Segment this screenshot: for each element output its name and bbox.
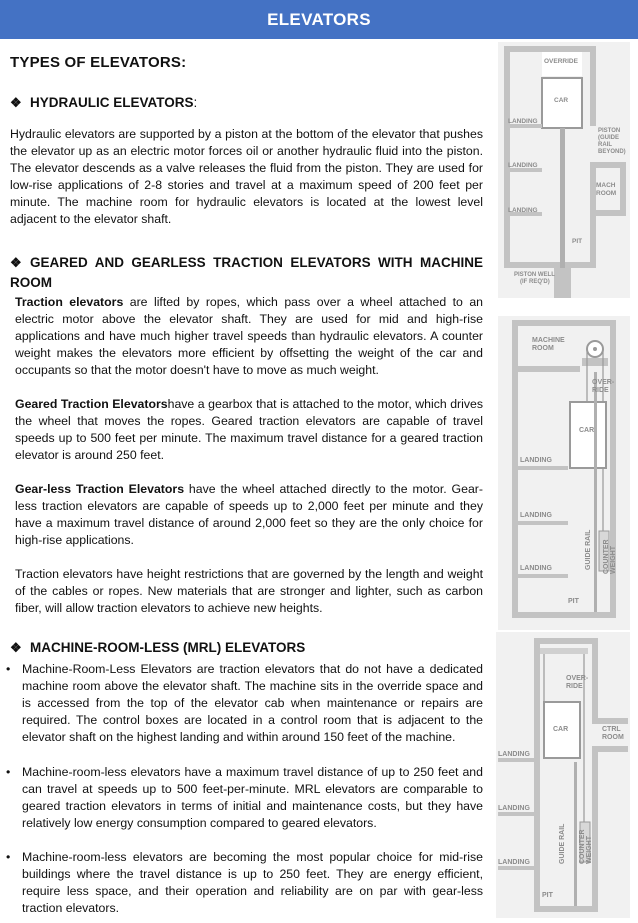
list-item-mrl-3: • Machine-room-less elevators are becoming the most popular choice for mid-rise buildings where the travel distance is up to 250 feet. They are energy efficient, require less space, and their operation and reliability are on par with gear-less traction elevators. [6, 850, 483, 915]
label-counter-weight: WEIGHT [586, 836, 593, 864]
label-override: OVER- [566, 675, 589, 682]
paragraph-traction-intro: Traction elevators are lifted by ropes, which pass over a wheel attached to an electric motor above the elevator shaft. They are used for mid and high-rise applications and have much higher travel speeds than hydraulic elevators. A counter weight makes the elevators more efficient by offsetting the weight of the car and occupants so that the motor doesn't have to move as much weight. [15, 295, 484, 377]
label-landing: LANDING [520, 457, 552, 464]
traction-elevator-diagram [498, 316, 630, 630]
label-override: OVER- [592, 379, 615, 386]
label-mach-room: ROOM [596, 190, 617, 197]
list-item-mrl-1: • Machine-Room-Less Elevators are traction elevators that do not have a dedicated machine room above the elevator shaft. The machine sits in the override space and is accessed from the top of the elevator cab when maintenance or repairs are required. The control boxes are located in a control room that is adjacent to the elevator shaft on the highest landing and within around 150 feet of the machine. [6, 662, 483, 744]
paragraph-geared-traction: Geared Traction Elevatorshave a gearbox that is attached to the motor, which drives the wheel that moves the ropes. Geared traction elevators are capable of travel speeds up to 500 feet per minute. The maximum travel distance for a geared traction elevator is around 250 feet. [15, 397, 483, 462]
label-guide-rail: GUIDE RAIL [559, 823, 566, 864]
label-machine-room: ROOM [532, 345, 554, 352]
label-counter-weight: WEIGHT [610, 546, 617, 574]
label-machine-room: MACHINE [532, 337, 565, 344]
label-piston: RAIL [598, 142, 612, 148]
label-override: RIDE [592, 387, 609, 394]
section-title-mrl: ❖ MACHINE-ROOM-LESS (MRL) ELEVATORS [10, 638, 485, 658]
label-landing: LANDING [520, 512, 552, 519]
label-pit: PIT [568, 598, 579, 605]
label-piston-well: PISTON WELL [514, 272, 555, 278]
label-piston: (GUIDE [598, 135, 619, 141]
label-override: RIDE [566, 683, 583, 690]
hydraulic-elevator-diagram [498, 42, 630, 298]
bullet-dot-icon: • [6, 662, 11, 676]
label-piston: BEYOND) [598, 149, 626, 155]
paragraph-traction-limits: Traction elevators have height restrictions that are governed by the length and weight of the cables or ropes. New materials that are stronger and lighter, such as carbon fiber, will allow traction elevators to achieve new heights. [15, 567, 483, 615]
paragraph-hydraulic: Hydraulic elevators are supported by a piston at the bottom of the elevator that pushes the elevator up as an electric motor forces oil or another hydraulic fluid into the piston. The elevator descends as a valve releases the fluid from the piston. They are used for low-rise applications of 2-8 stories and travel at a maximum speed of 200 feet per minute. The machine room for hydraulic elevators is located at the lowest level adjacent to the elevator shaft. [10, 127, 483, 226]
label-car: CAR [553, 726, 569, 733]
label-landing: LANDING [508, 207, 538, 214]
label-piston-well: (IF REQ'D) [520, 279, 550, 285]
label-landing: LANDING [508, 162, 538, 169]
list-item-mrl-2: • Machine-room-less elevators have a maximum travel distance of up to 250 feet and can travel at speeds up to 500 feet-per-minute. MRL elevators are comparable to geared traction elevators in terms of initial and maintenance costs, but they have relatively low energy consumption compared to geared elevators. [6, 765, 483, 830]
page-banner: ELEVATORS [0, 0, 638, 39]
page-heading: TYPES OF ELEVATORS: [10, 54, 187, 71]
label-ctrl-room: ROOM [602, 734, 624, 741]
label-guide-rail: GUIDE RAIL [585, 529, 592, 570]
mrl-elevator-diagram [496, 632, 630, 918]
label-landing: LANDING [498, 859, 530, 866]
diamond-bullet-icon: ❖ [10, 640, 22, 655]
label-car: CAR [579, 427, 595, 434]
label-landing: LANDING [498, 805, 530, 812]
label-landing: LANDING [498, 751, 530, 758]
bullet-dot-icon: • [6, 765, 11, 779]
diamond-bullet-icon: ❖ [10, 255, 22, 270]
section-title-traction: ❖ GEARED AND GEARLESS TRACTION ELEVATORS WITH MACHINE ROOM [10, 255, 483, 290]
paragraph-gearless-traction: Gear-less Traction Elevators have the wheel attached directly to the motor. Gear-less traction elevators are capable of speeds up to 2,000 feet per minute and they have a maximum travel distance of around 2,000 feet so they are the only choice for high-rise applications. [15, 482, 483, 547]
label-car: CAR [554, 97, 569, 104]
label-ctrl-room: CTRL [602, 726, 621, 733]
label-piston: PISTON [598, 128, 621, 134]
label-counter-weight: COUNTER [603, 539, 610, 574]
label-counter-weight: COUNTER [579, 829, 586, 864]
label-landing: LANDING [508, 118, 538, 125]
bullet-dot-icon: • [6, 850, 11, 864]
label-pit: PIT [572, 238, 583, 245]
label-pit: PIT [542, 892, 553, 899]
section-title-hydraulic: ❖ HYDRAULIC ELEVATORS: [10, 93, 485, 113]
label-override: OVERRIDE [544, 58, 578, 65]
diamond-bullet-icon: ❖ [10, 95, 22, 110]
label-landing: LANDING [520, 565, 552, 572]
label-mach-room: MACH [596, 182, 616, 189]
